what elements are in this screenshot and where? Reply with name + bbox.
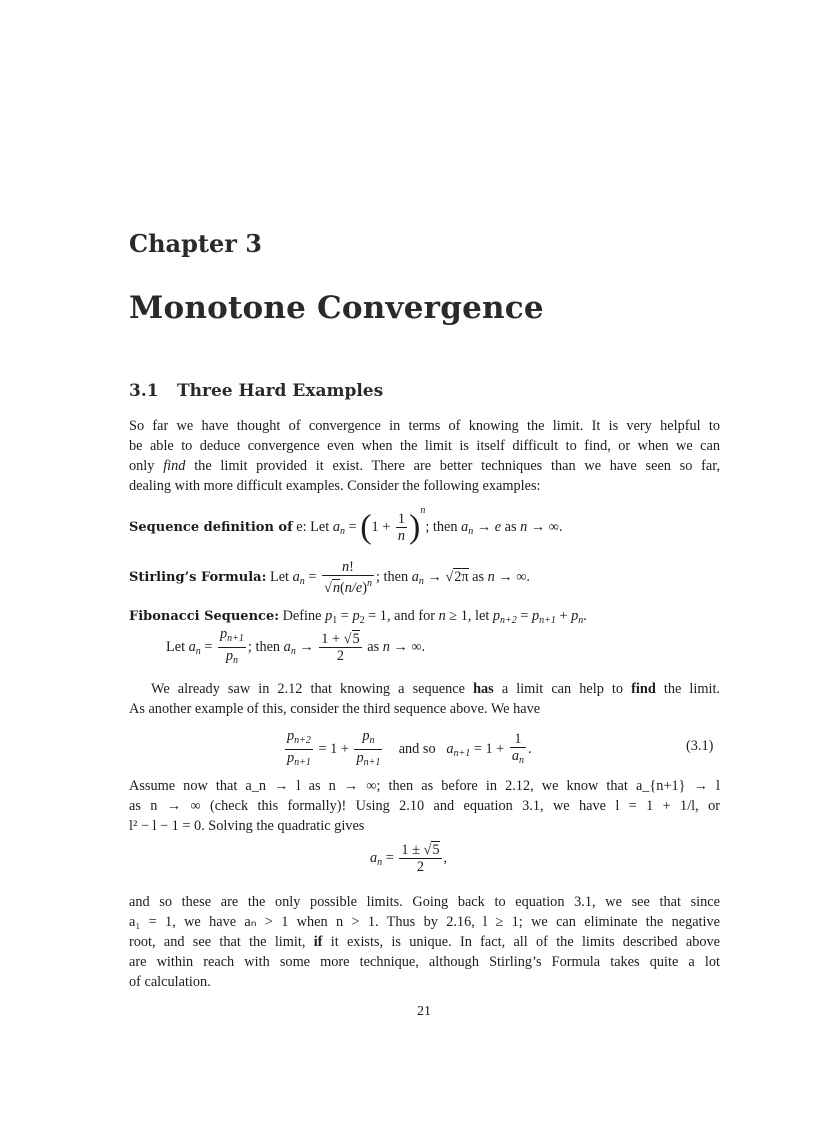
section-number: 3.1: [129, 381, 159, 401]
example-e-symbol: e:: [296, 519, 307, 535]
emphasis-text: find: [163, 458, 186, 474]
example-fibonacci: Fibonacci Sequence: Define $p_1 = p_2 = 1$, and for n ≥ 1, let $p_{n+2} = p_{n+1} + p_n$.: [129, 608, 587, 626]
equation-number: (3.1): [686, 738, 714, 754]
quadratic-solution: $a_n$ = $\frac{1 \pm √5}{2}$ ,: [370, 842, 448, 875]
text-line: We already saw in 2.12 that knowing a sequence has a limit can help to find the limit.: [151, 681, 720, 697]
text-line: l² − l − 1 = 0. Solving the quadratic gives: [129, 818, 365, 834]
chapter-label: Chapter 3: [129, 229, 262, 258]
paragraph-four: [129, 892, 720, 992]
chapter-title: Monotone Convergence: [129, 290, 544, 326]
example-fibonacci-limit: Let $a_n$ = $\frac{p_{n+1}}{p_n}$ ; then $a_n$ → $\frac{1 + √5}{2}$ as n → ∞.: [166, 626, 426, 666]
example-e: Sequence definition of e: Let $a_n = (1$ + $\frac{1}{n}$ )$^n$; then $a_n \to e$ as n → ∞.: [129, 505, 563, 546]
text-line: are within reach with some more technique, although Stirling’s Formula takes quite a lot: [129, 954, 720, 970]
text-line: Assume now that a_n → l as n → ∞; then as before in 2.12, we know that a_{n+1} → l: [129, 778, 720, 794]
section-heading: [129, 381, 383, 401]
text-line: as n → ∞ (check this formally)! Using 2.10 and equation 3.1, we have l = 1 + 1/l, or: [129, 798, 720, 814]
intro-paragraph: [129, 416, 720, 496]
paragraph-three: [129, 776, 720, 836]
equation-3-1: $\frac{p_{n+2}}{p_{n+1}}$ = 1 + $\frac{p_n}{p_{n+1}}$ and so $a_{n+1} = 1$ + $\frac{1}{a_n}$ .: [287, 728, 532, 768]
fibonacci-label: Fibonacci Sequence:: [129, 609, 280, 624]
text-line: of calculation.: [129, 974, 211, 990]
example-stirling: Stirling’s Formula: Let $a_n$ = $\frac{n!}{√n(n/e)^n}$ ; then $a_n \to √2\pi$ as n → ∞.: [129, 559, 530, 596]
text-line: dealing with more difficult examples. Consider the following examples:: [129, 478, 541, 494]
text-line: So far we have thought of convergence in terms of knowing the limit. It is very helpful to: [129, 418, 720, 434]
text-line: a₁ = 1, we have aₙ > 1 when n > 1. Thus by 2.16, l ≥ 1; we can eliminate the negative: [129, 914, 720, 930]
stirling-label: Stirling’s Formula:: [129, 569, 267, 585]
example-e-label: Sequence definition of: [129, 520, 293, 535]
section-title: Three Hard Examples: [177, 381, 384, 401]
text-line: be able to deduce convergence even when the limit is itself difficult to find, or when we can: [129, 438, 720, 454]
text-line: As another example of this, consider the third sequence above. We have: [129, 701, 541, 717]
page-number: 21: [417, 1004, 431, 1019]
text-line: and so these are the only possible limits. Going back to equation 3.1, we see that since: [129, 894, 720, 910]
text-line: only find the limit provided it exist. There are better techniques than we have seen so far,: [129, 458, 721, 474]
text-line: root, and see that the limit, if it exists, is unique. In fact, all of the limits described above: [129, 934, 721, 950]
paragraph-two: [129, 679, 720, 719]
